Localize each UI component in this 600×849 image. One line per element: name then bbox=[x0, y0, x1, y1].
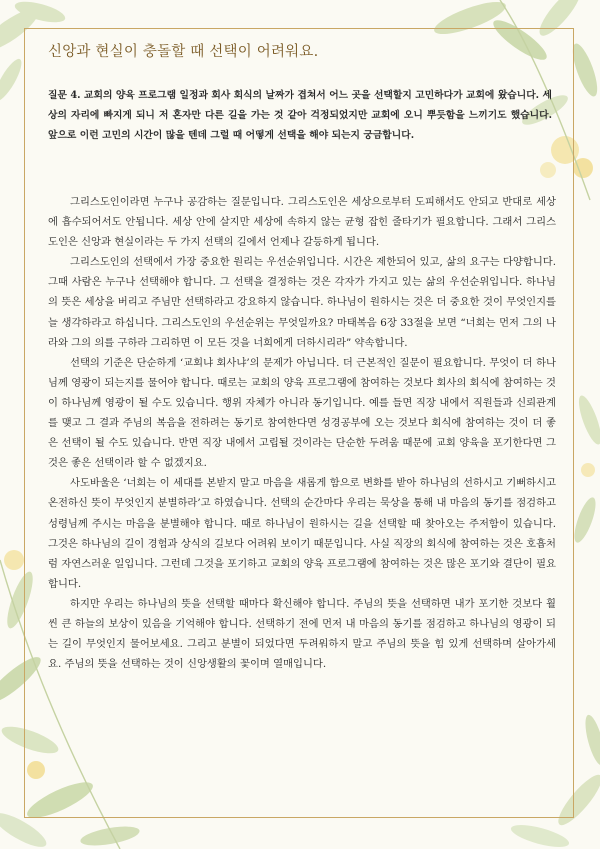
answer-paragraph: 선택의 기준은 단순하게 ‘교회냐 회사냐’의 문제가 아닙니다. 더 근본적인 질문이 필요합니다. 무엇이 더 하나님께 영광이 되는지를 물어야 합니다. 때로는 교회의 양육 프로그램에 참여하는 것보다 회사의 회식에 참여하는 것이 하나님께 영광이 될 수도 있습니다. 행위 자체가 아니라 동기입니다. 예를 들면 직장 내에서 직원들과 신뢰관계를 맺고 그 결과 주님의 복음을 전하려는 동기로 참여한다면 성경공부에 오는 것보다 회식에 참여하는 것이 더 좋은 선택이 될 수도 있습니다. 반면 직장 내에서 고립될 것이라는 단순한 두려움 때문에 교회 양육을 포기한다면 그것은 좋은 선택이라 할 수 없겠지요. bbox=[48, 356, 556, 470]
answer-paragraph: 그리스도인의 선택에서 가장 중요한 원리는 우선순위입니다. 시간은 제한되어 있고, 삶의 요구는 다양합니다. 그때 사람은 누구나 선택해야 합니다. 그 선택을 결정하는 것은 각자가 가지고 있는 삶의 우선순위입니다. 하나님의 뜻은 세상을 버리고 주님만 선택하라고 강요하지 않습니다. 하나님이 원하시는 것은 더 중요한 것이 무엇인지를 늘 생각하라고 하십니다. 그리스도인의 우선순위는 무엇일까요? 마태복음 6장 33절을 보면 “너희는 먼저 그의 나라와 그의 의를 구하라 그리하면 이 모든 것을 너희에게 더하시리라” 약속합니다. bbox=[48, 256, 556, 349]
answer-paragraph: 하지만 우리는 하나님의 뜻을 선택할 때마다 확신해야 합니다. 주님의 뜻을 선택하면 내가 포기한 것보다 훨씬 큰 하늘의 보상이 있음을 기억해야 합니다. 선택하기 전에 먼저 내 마음의 동기를 점검하고 하나님의 영광이 되는 길이 무엇인지 물어보세요. 그리고 분별이 되었다면 두려워하지 말고 주님의 뜻을 힘 있게 선택하며 살아가세요. 주님의 뜻을 선택하는 것이 신앙생활의 꽃이며 열매입니다. bbox=[48, 597, 556, 671]
question-text: 질문 4. 교회의 양육 프로그램 일정과 회사 회식의 날짜가 겹쳐서 어느 곳을 선택할지 고민하다가 교회에 왔습니다. 세상의 자리에 빠지게 되니 저 혼자만 다른 길을 가는 것 같아 걱정되었지만 교회에 오니 뿌듯함을 느끼기도 했습니다. 앞으로 이런 고민의 시간이 많을 텐데 그럴 때 어떻게 선택을 해야 되는지 궁금합니다. bbox=[48, 90, 552, 141]
page-title: 신앙과 현실이 충돌할 때 선택이 어려워요. bbox=[48, 44, 319, 60]
answer-paragraph: 그리스도인이라면 누구나 공감하는 질문입니다. 그리스도인은 세상으로부터 도피해서도 안되고 반대로 세상에 흡수되어서도 안됩니다. 세상 안에 살지만 세상에 속하지 않는 균형 잡힌 줄타기가 필요합니다. 그래서 그리스도인은 신앙과 현실이라는 두 가지 선택의 길에서 언제나 갈등하게 됩니다. bbox=[48, 196, 556, 249]
answer-body bbox=[48, 192, 556, 674]
answer-paragraph: 사도바울은 ‘너희는 이 세대를 본받지 말고 마음을 새롭게 함으로 변화를 받아 하나님의 선하시고 기뻐하시고 온전하신 뜻이 무엇인지 분별하라’고 하였습니다. 선택의 순간마다 우리는 묵상을 통해 내 마음의 동기를 점검하고 성령님께 주시는 마음을 분별해야 합니다. 때로 하나님이 원하시는 길을 선택할 때 찾아오는 주저함이 있습니다. 그것은 하나님의 길이 경험과 상식의 길보다 어려워 보이기 때문입니다. 사실 직장의 회식에 참여하는 것은 호흡처럼 자연스러운 일입니다. 그런데 그것을 포기하고 교회의 양육 프로그램에 참여하는 것은 많은 포기와 결단이 필요합니다. bbox=[48, 477, 556, 590]
